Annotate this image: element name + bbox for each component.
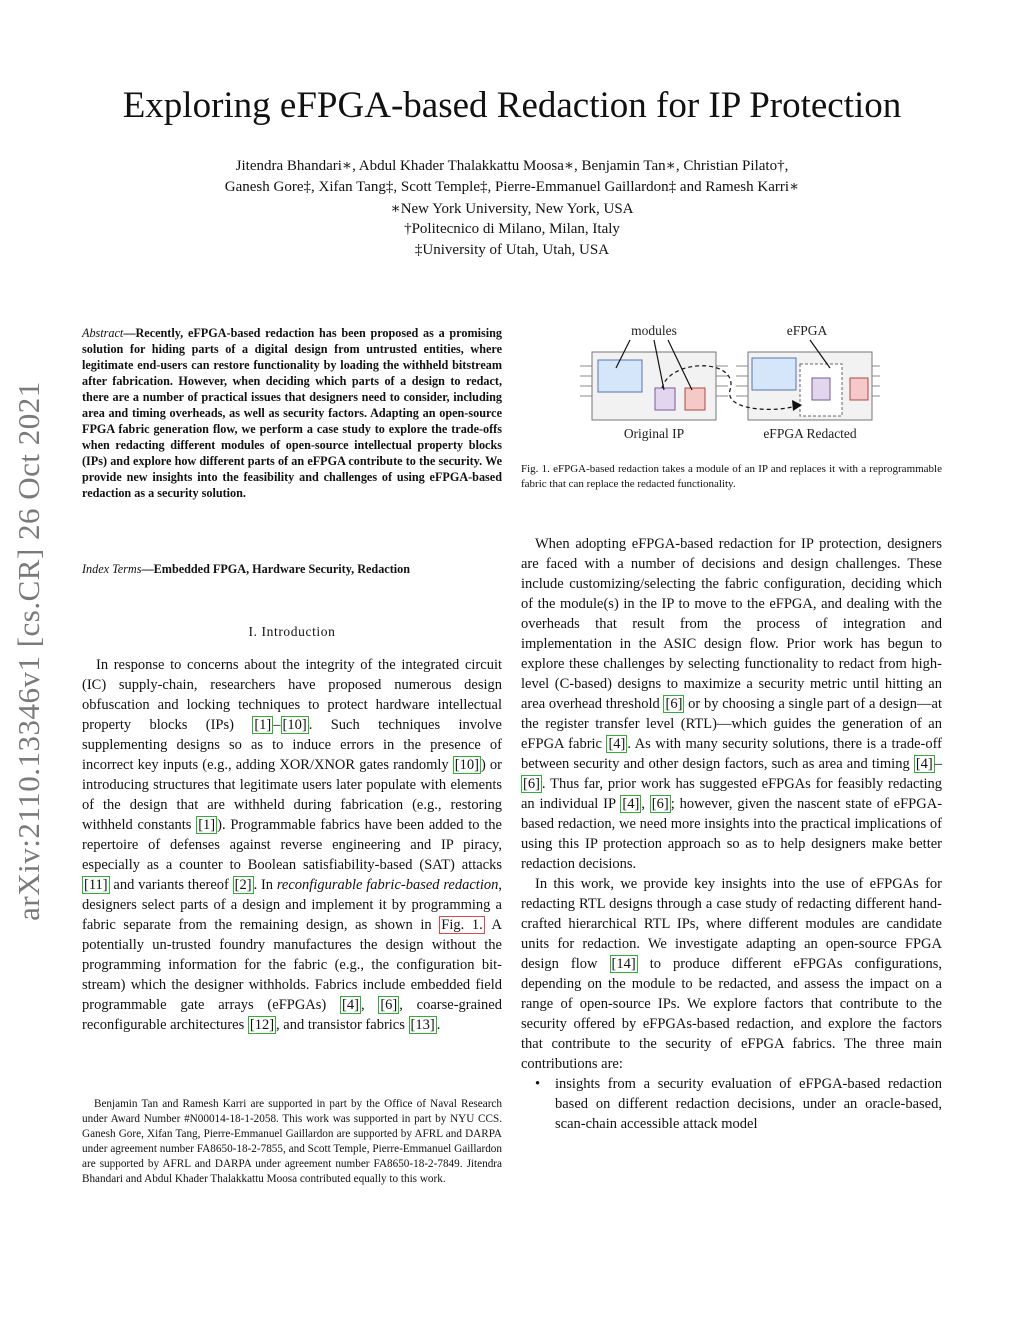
index-terms-label: Index Terms xyxy=(82,562,142,576)
citation-link[interactable]: [13] xyxy=(410,1017,435,1033)
figure-1-diagram xyxy=(580,318,880,446)
section-heading-introduction: I. Introduction xyxy=(248,624,336,639)
original-large-module xyxy=(598,360,642,392)
label-efpga: eFPGA xyxy=(786,323,828,338)
label-original-ip: Original IP xyxy=(623,426,685,441)
redacted-large-module xyxy=(752,358,796,390)
citation-link[interactable]: [4] xyxy=(608,736,626,752)
redacted-red-module xyxy=(850,378,868,400)
efpga-redacted-chip xyxy=(736,340,880,420)
bullet-icon: • xyxy=(535,1076,541,1092)
citation-link[interactable]: [6] xyxy=(523,776,540,792)
citation-link[interactable]: [4] xyxy=(915,756,933,772)
citation-link[interactable]: [1] xyxy=(254,717,272,733)
affiliation-polimi: †Politecnico di Milano, Milan, Italy xyxy=(404,221,620,237)
abstract-text: —Recently, eFPGA-based redaction has been proposed as a promising solution for hiding parts of a digital design from untrusted entities, where legitimate end-users can restore functionality by loading the withheld bitstream after fabrication. However, when deciding which parts of a design to redact, there are a number of practical issues that designers need to consider, including area and timing overheads, as well as security factors. Adapting an open-source FPGA fabric generation flow, we perform a case study to explore the trade-offs when redacting different modules of open-source intellectual property blocks (IPs) and explore how different parts of an eFPGA contribute to the security. We provide new insights into the feasibility and challenges of using eFPGA-based redaction as a security solution. xyxy=(82,326,502,500)
affiliation-nyu: ∗New York University, New York, USA xyxy=(390,201,634,217)
figure-1-caption: Fig. 1. eFPGA-based redaction takes a module of an IP and replaces it with a reprogrammable fabric that can replace the redacted functionality. xyxy=(521,463,942,490)
right-paragraph-1: When adopting eFPGA-based redaction for IP protection, designers are faced with a number of decisions and design challenges. These include customizing/selecting the fabric configuration, deciding which of the module(s) in the IP to move to the eFPGA, and dealing with the overheads that result from the process of integration and implementation in the ASIC design flow. Prior work has begun to explore these challenges by selecting functionality to redact from high-level (C-based) designs to maximize a security metric until hitting an area overhead threshold [6] or by choosing a single part of a design—at the register transfer level (RTL)—which guides the generation of an eFPGA fabric [4] . As with many security solutions, there is a trade-off between security and other design factors, such as area and timing [4] –[6] . Thus far, prior work has suggested eFPGAs for feasibly redacting an individual IP [4] , [6] ; however, given the nascent state of eFPGA-based redaction, we need more insights into the practical implications of using this IP protection approach so as to help designers make better redaction decisions. xyxy=(521,536,943,872)
index-terms-text: —Embedded FPGA, Hardware Security, Redaction xyxy=(141,562,411,576)
citation-link[interactable]: [1] xyxy=(198,817,216,833)
citation-link[interactable]: [6] xyxy=(651,796,669,812)
citation-link[interactable]: [4] xyxy=(622,796,640,812)
abstract-label: Abstract xyxy=(82,326,124,340)
footnote: Benjamin Tan and Ramesh Karri are supported in part by the Office of Naval Research under Award Number #N00014-18-1-2058. This work was supported in part by NYU CCS. Ganesh Gore, Xifan Tang, Pierre-Emmanuel Gaillardon are supported by AFRL and DARPA under agreement number FA8650-18-2-7855, and Scott Temple, Pierre-Emmanuel Gaillardon are supported by AFRL and DARPA under agreement number FA8650-18-2-7849. Jitendra Bhandari and Abdul Khader Thalakkattu Moosa contributed equally to this work. xyxy=(82,1098,502,1185)
citation-link[interactable]: [10] xyxy=(454,757,479,773)
index-terms xyxy=(82,561,502,577)
figure-reference-link[interactable]: Fig. 1. xyxy=(441,917,483,933)
label-efpga-redacted: eFPGA Redacted xyxy=(763,426,857,441)
citation-link[interactable]: [12] xyxy=(249,1017,275,1033)
citation-link[interactable]: [6] xyxy=(380,997,398,1013)
introduction-paragraph: In response to concerns about the integrity of the integrated circuit (IC) supply-chain, researchers have proposed numerous design obfuscation and locking techniques to protect hardware intellectual property blocks (IPs) [1] – [10] . Such techniques involve supplementing designs so as to induce errors in the presence of incorrect key inputs (e.g., adding XOR/XNOR gates randomly [10] ) or introducing structures that legitimate users later populate with elements of the design that are withheld during fabrication (e.g., restoring withheld constants [1] ). Programmable fabrics have been added to the repertoire of defenses against reverse engineering and IP piracy, especially as a counter to Boolean satisfiability-based (SAT) attacks [11] and variants thereof [2] . In reconfigurable fabric-based redaction, designers select parts of a design and implement it by programming a fabric separate from the remaining design, as shown in Fig. 1. A potentially un-trusted foundry manufactures the design without the programming information for the fabric (e.g., the configuration bit-stream) which the designer withholds. Fabrics include embedded field programmable gate arrays (eFPGAs) [4] , [6] , coarse-grained reconfigurable architectures [12] , and transistor fabrics [13] . xyxy=(82,657,503,1033)
abstract xyxy=(82,325,502,501)
citation-link[interactable]: [2] xyxy=(234,877,252,893)
contribution-bullet-1: • insights from a security evaluation of eFPGA-based redaction based on different redaction decisions, under an oracle-based, scan-chain accessible attack model xyxy=(535,1076,942,1132)
citation-link[interactable]: [10] xyxy=(282,717,307,733)
citation-link[interactable]: [14] xyxy=(611,956,636,972)
label-modules: modules xyxy=(631,323,677,338)
introduction-body xyxy=(82,655,502,1035)
redacted-purple-module xyxy=(812,378,830,400)
right-column-body xyxy=(521,534,942,1134)
affiliation-utah: ‡University of Utah, Utah, USA xyxy=(414,242,610,258)
authors-line-1: Jitendra Bhandari∗, Abdul Khader Thalakkattu Moosa∗, Benjamin Tan∗, Christian Pilato†, xyxy=(235,158,789,174)
citation-link[interactable]: [6] xyxy=(665,696,683,712)
right-paragraph-2: In this work, we provide key insights into the use of eFPGAs for redacting RTL designs through a case study of redacting different hand-crafted hierarchical RTL IPs, where different modules are candidate units for redaction. We investigate adapting an open-source FPGA design flow [14] to produce different eFPGAs configurations, depending on the module to be redacted, and assess the impact on a range of open-source IPs. We explore factors that contribute to the security offered by eFPGAs-based redaction, and explore the factors that contribute to the security of eFPGA fabrics. The three main contributions are: xyxy=(521,876,942,1072)
citation-link[interactable]: [11] xyxy=(84,877,108,893)
authors-line-2: Ganesh Gore‡, Xifan Tang‡, Scott Temple‡, Pierre-Emmanuel Gaillardon‡ and Ramesh Karri∗ xyxy=(224,179,800,195)
arxiv-identifier: arXiv:2110.13346v1 [cs.CR] 26 Oct 2021 xyxy=(11,381,46,921)
original-ip-chip xyxy=(580,340,728,420)
original-red-module xyxy=(685,388,705,410)
original-purple-module xyxy=(655,388,675,410)
paper-title: Exploring eFPGA-based Redaction for IP Protection xyxy=(122,85,902,126)
citation-link[interactable]: [4] xyxy=(342,997,359,1013)
